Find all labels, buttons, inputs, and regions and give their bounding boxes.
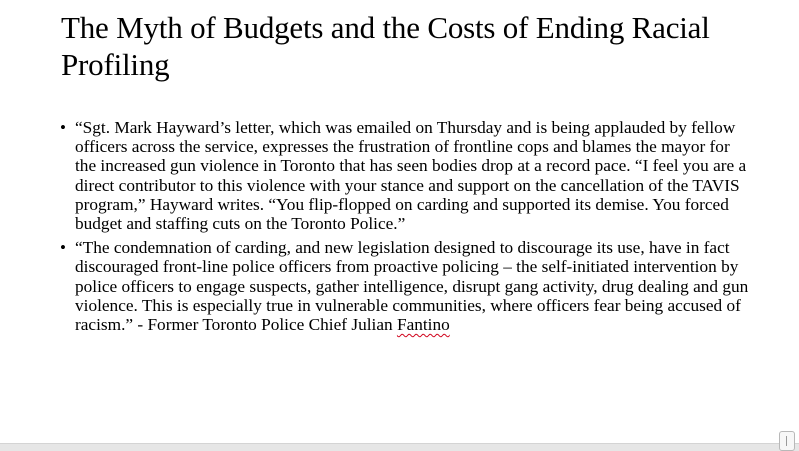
bullet-text: “Sgt. Mark Hayward’s letter, which was emailed on Thursday and is being applauded by fellow officers across the service, expresses the frustration of frontline cops and blames the mayor for the increased gun violence in Toronto that has seen bodies drop at a record pace. “I feel you are a direct contributor to this violence with your stance and support on the cancellation of the TAVIS program,” Hayward writes. “You flip-flopped on carding and supported its demise. You forced budget and staffing cuts on the Toronto Police.” (75, 118, 747, 234)
scrollbar-handle[interactable] (779, 431, 795, 451)
bullet-item-fantino-quote (60, 238, 750, 334)
horizontal-scrollbar-track[interactable] (0, 443, 799, 451)
attribution-name: Fantino (396, 315, 450, 335)
bullet-icon: • (60, 118, 66, 137)
bullet-list (60, 118, 750, 339)
bullet-text: “The condemnation of carding, and new legislation designed to discourage its use, have in fact discouraged front-line police officers from proactive policing – the self-initiated intervention by police officers to engage suspects, gather intelligence, disrupt gang activity, drug dealing and gun violence. This is especially true in vulnerable communities, where officers fear being accused of racism.” - Former Toronto Police Chief Julian (75, 238, 749, 335)
slide-title: The Myth of Budgets and the Costs of Ending Racial Profiling (61, 10, 710, 82)
bullet-item-hayward-letter (60, 118, 750, 233)
bullet-icon: • (60, 238, 66, 258)
